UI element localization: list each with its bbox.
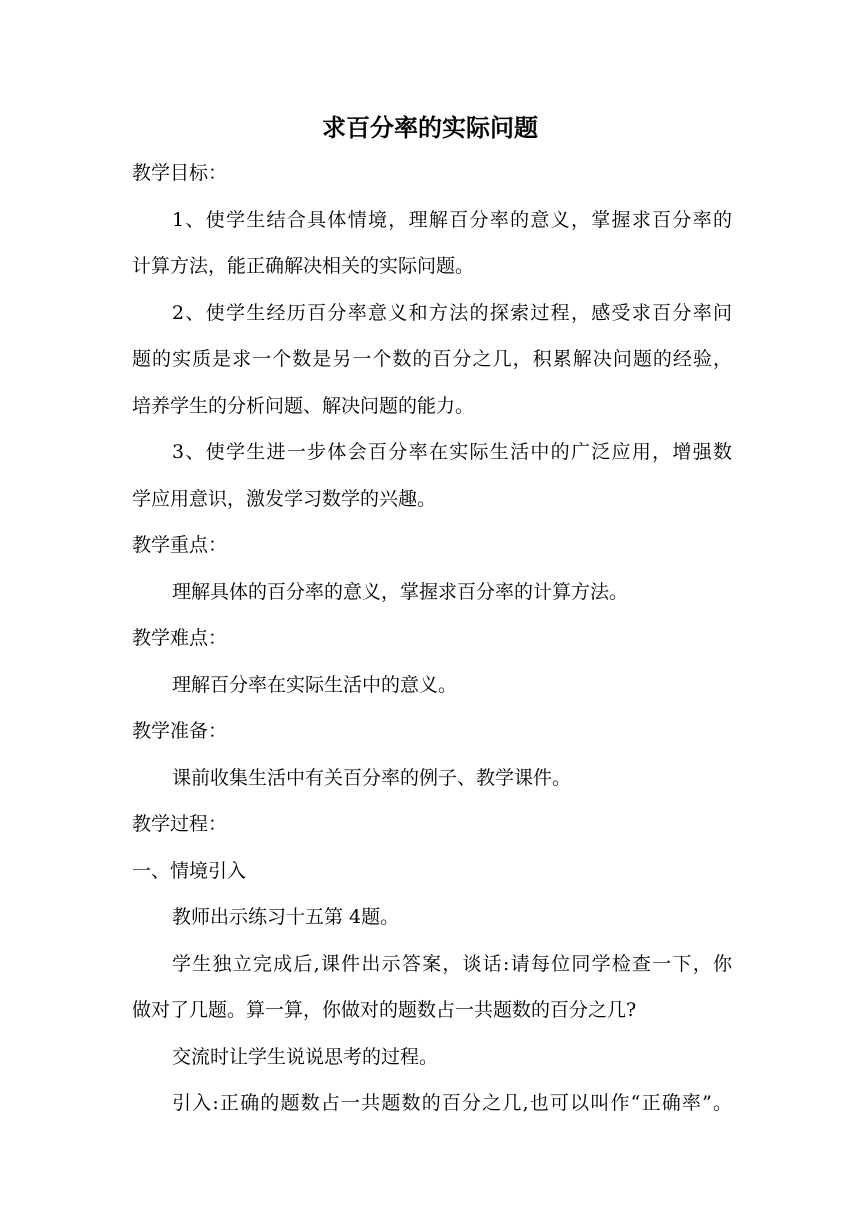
paragraph-line: 引入:正确的题数占一共题数的百分之几,也可以叫作“正确率”。: [172, 1092, 732, 1114]
document-body: [132, 150, 732, 1127]
paragraph-line: 计算方法，能正确解决相关的实际问题。: [132, 255, 475, 277]
paragraph-line: 学生独立完成后,课件出示答案，谈话:请每位同学检查一下，你: [172, 952, 732, 975]
paragraph-line: 培养学生的分析问题、解决问题的能力。: [132, 394, 475, 417]
document-title: 求百分率的实际问题: [322, 114, 538, 142]
heading-teaching-goals: 教学目标：: [132, 162, 228, 184]
paragraph-line: 教师出示练习十五第 4题。: [172, 906, 400, 928]
paragraph-line: 学应用意识，激发学习数学的兴趣。: [132, 487, 437, 510]
section-heading-intro: 一、情境引入: [132, 859, 247, 882]
paragraph-line: 理解百分率在实际生活中的意义。: [172, 673, 458, 696]
paragraph-line: 课前收集生活中有关百分率的例子、教学课件。: [172, 766, 572, 789]
paragraph-line: 理解具体的百分率的意义，掌握求百分率的计算方法。: [172, 580, 629, 603]
paragraph-line: 3、使学生进一步体会百分率在实际生活中的广泛应用，增强数: [172, 441, 732, 463]
paragraph-line: 1、使学生结合具体情境，理解百分率的意义，掌握求百分率的: [172, 208, 732, 231]
heading-difficulties: 教学难点：: [132, 627, 228, 649]
heading-process: 教学过程：: [132, 813, 228, 835]
heading-key-points: 教学重点：: [132, 534, 228, 556]
paragraph-line: 题的实质是求一个数是另一个数的百分之几，积累解决问题的经验，: [132, 348, 732, 370]
heading-preparation: 教学准备：: [132, 720, 228, 742]
paragraph-line: 2、使学生经历百分率意义和方法的探索过程，感受求百分率问: [172, 301, 732, 324]
paragraph-line: 交流时让学生说说思考的过程。: [172, 1045, 439, 1068]
paragraph-line: 做对了几题。算一算，你做对的题数占一共题数的百分之几?: [132, 999, 637, 1021]
